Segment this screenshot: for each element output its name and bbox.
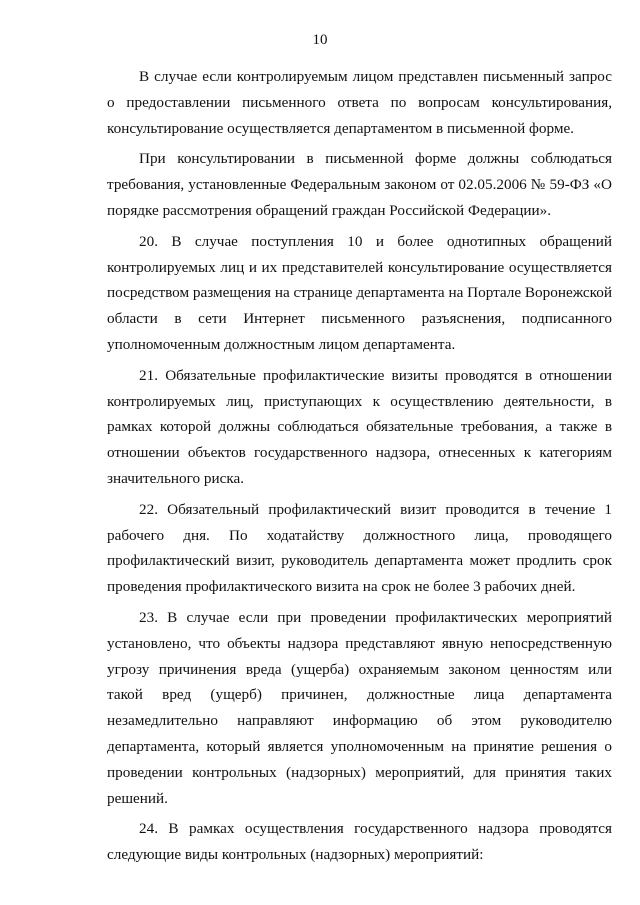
paragraph-item-21: 21. Обязательные профилактические визиты проводятся в отношении контролируемых лиц, приступающих к осуществлению деятельности, в рамках которой должны соблюдаться обязательные требования, а также в отношении объектов государственного надзора, отнесенных к категориям значительного риска. xyxy=(107,366,612,487)
paragraph-item-20: 20. В случае поступления 10 и более однотипных обращений контролируемых лиц и их представителей консультирование осуществляется посредством размещения на странице департамента на Портале Воронежской области в сети Интернет письменного разъяснения, подписанного уполномоченным должностным лицом департамента. xyxy=(107,232,612,353)
paragraph-item-24: 24. В рамках осуществления государственного надзора проводятся следующие виды контрольных (надзорных) мероприятий: xyxy=(107,820,612,864)
page-number: 10 xyxy=(312,32,328,48)
paragraph-requirements: При консультировании в письменной форме должны соблюдаться требования, установленные Федеральным законом от 02.05.2006 № 59-ФЗ «О порядке рассмотрения обращений граждан Российской Федерации». xyxy=(107,150,612,219)
paragraph-item-23: 23. В случае если при проведении профилактических мероприятий установлено, что объекты надзора представляют явную непосредственную угрозу причинения вреда (ущерба) охраняемым законом ценностям или такой вред (ущерб) причинен, должностные лица департамента незамедлительно направляют информацию об этом руководителю департамента, который является уполномоченным на принятие решения о проведении контрольных (надзорных) мероприятий, для принятия таких решений. xyxy=(107,608,612,807)
paragraph-item-22: 22. Обязательный профилактический визит проводится в течение 1 рабочего дня. По ходатайству должностного лица, проводящего профилактический визит, руководитель департамента может продлить срок проведения профилактического визита на срок не более 3 рабочих дней. xyxy=(107,500,612,596)
document-body xyxy=(107,64,612,868)
paragraph-written-consultation: В случае если контролируемым лицом представлен письменный запрос о предоставлении письменного ответа по вопросам консультирования, консультирование осуществляется департаментом в письменной форме. xyxy=(107,68,612,137)
